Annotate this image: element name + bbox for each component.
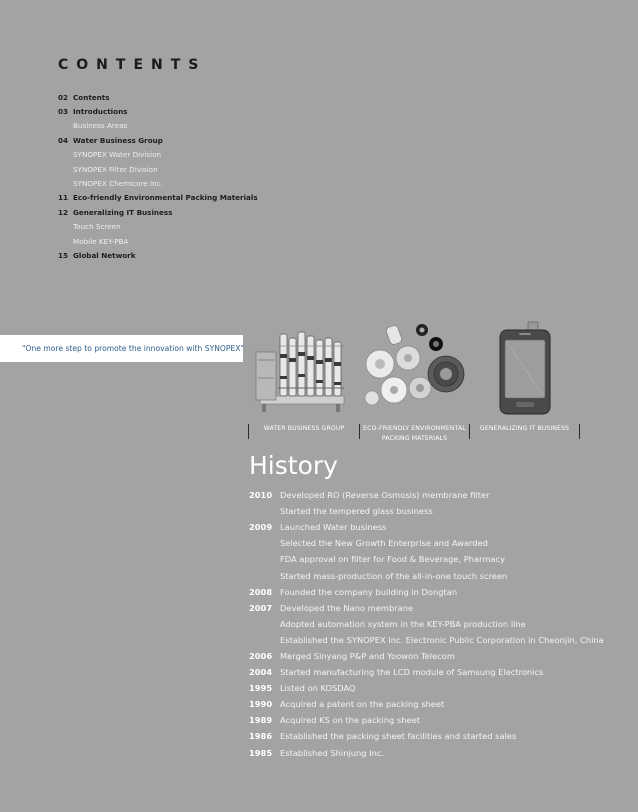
toc-page-number: 15 xyxy=(58,250,69,260)
toc-item xyxy=(58,234,358,248)
history-event: Adopted automation system in the KEY-PBA production line xyxy=(280,618,526,629)
toc-label: SYNOPEX Filter Division xyxy=(73,164,158,174)
toc-item xyxy=(58,220,358,234)
history-row xyxy=(249,584,629,600)
history-event: FDA approval on filter for Food & Beverage, Pharmacy xyxy=(280,554,505,565)
history-row xyxy=(249,728,629,744)
history-event: Developed RO (Reverse Osmosis) membrane filter xyxy=(280,490,490,501)
toc-page-number: 12 xyxy=(58,207,69,217)
toc-item xyxy=(58,119,358,133)
history-event: Selected the New Growth Enterprise and Awarded xyxy=(280,538,488,549)
history-row xyxy=(249,487,629,503)
history-year: 1989 xyxy=(249,715,273,726)
toc-label: Global Network xyxy=(73,250,136,260)
history-event: Acquired KS on the packing sheet xyxy=(280,715,420,726)
caption-it-business: GENERALIZING IT BUSINESS xyxy=(479,425,570,432)
toc-page-number: 02 xyxy=(58,92,69,102)
caption-eco-line2: PACKING MATERIALS xyxy=(381,435,448,442)
quote-text: "One more step to promote the innovation with SYNOPEX" xyxy=(22,344,244,353)
history-year: 2008 xyxy=(249,586,273,597)
toc-item xyxy=(58,148,358,162)
toc-item xyxy=(58,248,358,262)
history-year: 1990 xyxy=(249,699,273,710)
toc-label: Business Areas xyxy=(73,121,128,131)
toc-label: SYNOPEX Water Division xyxy=(73,150,162,160)
history-event: Started manufacturing the LCD module of Samsung Electronics xyxy=(280,667,544,678)
history-row xyxy=(249,696,629,712)
toc-item xyxy=(58,104,358,118)
history-year: 1995 xyxy=(249,683,273,694)
toc-label: Introductions xyxy=(73,107,128,117)
history-event: Established the SYNOPEX Inc. Electronic Public Corporation in Cheonjin, China xyxy=(280,634,604,645)
history-row xyxy=(249,680,629,696)
toc-label: Touch Screen xyxy=(73,222,121,232)
history-year: 2007 xyxy=(249,602,273,613)
toc-label: Generalizing IT Business xyxy=(73,207,173,217)
caption-water-business: WATER BUSINESS GROUP xyxy=(263,425,345,432)
history-row xyxy=(249,535,629,551)
history-event: Started mass-production of the all-in-one touch screen xyxy=(280,570,508,581)
toc-label: Mobile KEY-PBA xyxy=(73,236,129,246)
history-row xyxy=(249,567,629,583)
history-title: History xyxy=(249,451,338,480)
toc-item xyxy=(58,133,358,147)
history-row xyxy=(249,664,629,680)
history-row xyxy=(249,519,629,535)
history-row xyxy=(249,551,629,567)
history-list xyxy=(249,487,629,761)
toc-item xyxy=(58,191,358,205)
history-row xyxy=(249,616,629,632)
caption-eco-friendly xyxy=(360,424,469,444)
history-event: Started the tempered glass business xyxy=(280,506,433,517)
history-event: Developed the Nano membrane xyxy=(280,602,414,613)
caption-eco-line1: ECO-FRIENDLY ENVIRONMENTAL xyxy=(363,425,466,432)
history-row xyxy=(249,503,629,519)
history-row xyxy=(249,632,629,648)
toc-item xyxy=(58,205,358,219)
history-event: Established the packing sheet facilities and started sales xyxy=(280,731,517,742)
history-year: 2010 xyxy=(249,490,273,501)
history-event: Launched Water business xyxy=(280,522,387,533)
history-year: 2004 xyxy=(249,667,273,678)
quote-banner xyxy=(0,335,243,362)
history-row xyxy=(249,712,629,728)
toc-item xyxy=(58,176,358,190)
history-year: 1985 xyxy=(249,747,273,758)
history-year: 1986 xyxy=(249,731,273,742)
divider-right xyxy=(579,424,580,439)
history-event: Founded the company building in Dongtan xyxy=(280,586,458,597)
history-event: Merged Sinyang P&P and Yoowon Telecom xyxy=(280,650,455,661)
packing-materials-image xyxy=(358,318,466,416)
water-system-image xyxy=(250,318,352,416)
history-event: Established Shinjung Inc. xyxy=(280,747,385,758)
history-row xyxy=(249,745,629,761)
touch-screen-image xyxy=(492,318,558,418)
history-event: Listed on KOSDAQ xyxy=(280,683,356,694)
history-year: 2006 xyxy=(249,650,273,661)
toc-page-number: 04 xyxy=(58,135,69,145)
toc-label: Contents xyxy=(73,92,110,102)
toc-page-number: 03 xyxy=(58,107,69,117)
toc-label: SYNOPEX Chemicore Inc. xyxy=(73,179,163,189)
history-row xyxy=(249,600,629,616)
history-year: 2009 xyxy=(249,522,273,533)
table-of-contents xyxy=(58,90,358,263)
toc-label: Eco-friendly Environmental Packing Materials xyxy=(73,193,258,203)
toc-label: Water Business Group xyxy=(73,135,163,145)
history-event: Acquired a patent on the packing sheet xyxy=(280,699,445,710)
toc-item xyxy=(58,162,358,176)
toc-page-number: 11 xyxy=(58,193,69,203)
history-row xyxy=(249,648,629,664)
contents-title: CONTENTS xyxy=(58,57,207,73)
toc-item xyxy=(58,90,358,104)
